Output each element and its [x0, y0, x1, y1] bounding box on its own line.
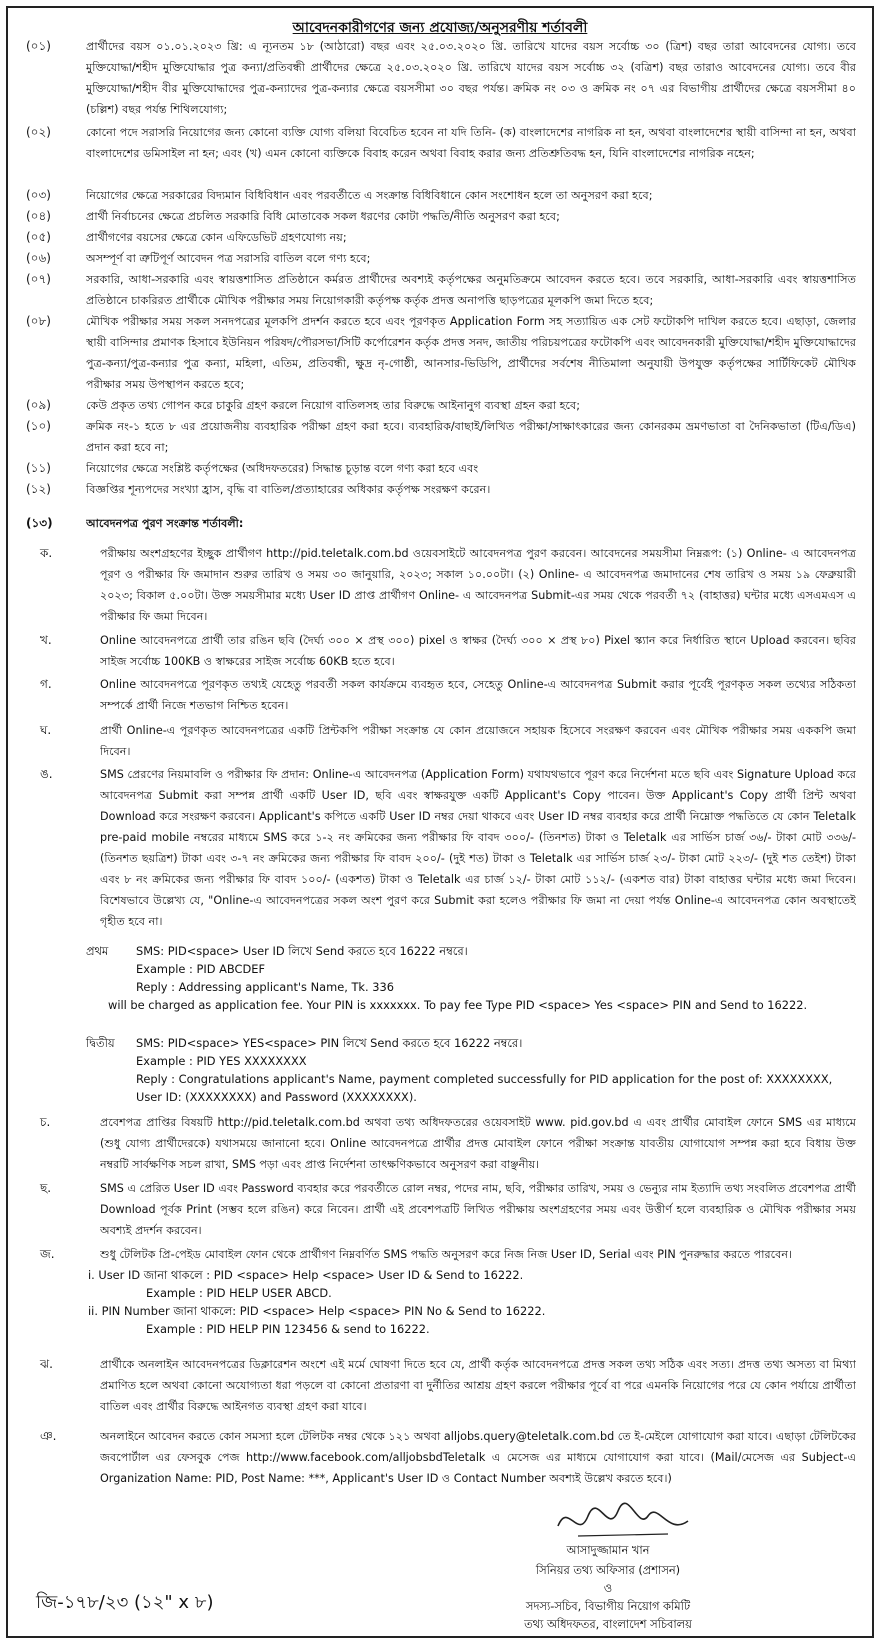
item-number: চ. — [40, 1115, 51, 1129]
item-text: Online আবেদনপত্রে পূরণকৃত তথ্যই যেহেতু পরবর্তী সকল কার্যক্রমে ব্যবহৃত হবে, সেহেতু Online-এ আবেদনপত্র Submit করার পূর্বেই পূরণকৃত সকল তথ্যের সঠিকতা সম্পর্কে প্রার্থী নিজে শতভাগ নিশ্চিত হবেন। — [100, 678, 856, 712]
item-number: (১২) — [26, 482, 51, 496]
help-user-id-example: Example : PID HELP USER ABCD. — [146, 1286, 332, 1300]
sms-first-example: Example : PID ABCDEF — [136, 962, 265, 976]
item-text: প্রার্থীগণের বয়সের ক্ষেত্রে কোন এফিডেভিট গ্রহণযোগ্য নয়; — [86, 231, 347, 244]
sub-item — [26, 764, 856, 932]
item-number: (০৬) — [26, 251, 51, 265]
item-number: (০৪) — [26, 209, 51, 223]
sub-item — [26, 1178, 856, 1241]
page-title: আবেদনকারীগণের জন্য প্রযোজ্য/অনুসরণীয় শর্তাবলী — [292, 20, 588, 36]
section-title: আবেদনপত্র পুরণ সংক্রান্ত শর্তাবলী: — [86, 517, 244, 530]
item-text: নিয়োগের ক্ষেত্রে সরকারের বিদ্যমান বিধিবিধান এবং পরবর্তীতে এ সংক্রান্ত বিধিবিধানে কোন সংশোধন হলে তা অনুসরণ করা হবে; — [86, 189, 653, 202]
sms-second-label: দ্বিতীয় — [86, 1036, 115, 1050]
item-text: SMS এ প্রেরিত User ID এবং Password ব্যবহার করে পরবর্তীতে রোল নম্বর, পদের নাম, ছবি, পরীক্ষার তারিখ, সময় ও ভেন্যুর নাম ইত্যাদি তথ্য সংবলিত প্রবেশপত্র প্রার্থী Download পূর্বক Print (সম্ভব হলে রঙিন) করে নিবেন। প্রার্থী এই প্রবেশপত্রটি লিখিত পরীক্ষায় অংশগ্রহণের সময় এবং উত্তীর্ণ হলে ব্যবহারিক ও মৌখিক পরীক্ষার সময় অবশ্যই প্রদর্শন করবেন। — [100, 1182, 856, 1237]
sms-first-reply: Reply : Addressing applicant's Name, Tk. 336 — [136, 980, 394, 994]
item-number: ক. — [40, 546, 53, 560]
sub-item — [26, 1426, 856, 1489]
sub-item — [26, 543, 856, 627]
help-user-id: i. User ID জানা থাকলে : PID <space> Help <space> User ID & Send to 16222. — [88, 1268, 524, 1282]
item-number: ঞ. — [40, 1429, 57, 1443]
item-number: (০৩) — [26, 188, 51, 202]
sub-item — [26, 674, 856, 716]
item-number: জ. — [40, 1247, 55, 1261]
item-text: প্রার্থীকে অনলাইন আবেদনপত্রের ডিক্লারেশন অংশে এই মর্মে ঘোষণা দিতে হবে যে, প্রার্থী কর্তৃক আবেদনপত্রে প্রদত্ত সকল তথ্য সঠিক এবং সত্য। প্রদত্ত তথ্য অসত্য বা মিথ্যা প্রমাণিত হলে অথবা কোনো অযোগ্যতা ধরা পড়লে বা কোনো প্রতারণা বা দুর্নীতির আশ্রয় গ্রহণ করলে পরীক্ষার পূর্বে বা পরে এমনকি নিয়োগের পরে যে কোন পর্যায়ে প্রার্থীতা বাতিল এবং প্রার্থীর বিরুদ্ধে আইনগত ব্যবস্থা গ্রহণ করা যাবে। — [100, 1358, 856, 1413]
item-text: প্রার্থী Online-এ পূরণকৃত আবেদনপত্রের একটি প্রিন্টকপি পরীক্ষা সংক্রান্ত যে কোন প্রয়োজনে সহায়ক হিসেবে সংরক্ষণ করবেন এবং মৌখিক পরীক্ষার সময় এককপি জমা দিবেন। — [100, 724, 856, 758]
sub-item — [26, 720, 856, 762]
condition-item — [26, 36, 856, 120]
sms-first-line: SMS: PID<space> User ID লিখে Send করতে হবে 16222 নম্বরে। — [136, 944, 468, 958]
condition-item — [26, 248, 856, 269]
condition-item — [26, 206, 856, 227]
item-number: (১০) — [26, 419, 51, 433]
reference-code: জি-১৭৮/২৩ (১২" x ৮) — [36, 1592, 214, 1613]
item-text: SMS প্রেরণের নিয়মাবলি ও পরীক্ষার ফি প্রদান: Online-এ আবেদনপত্র (Application Form) যথাযথভাবে পূরণ করে নির্দেশনা মতে ছবি এবং Signature Upload করে আবেদনপত্র Submit করা সম্পন্ন প্রার্থী একটি User ID, ছবি এবং স্বাক্ষরযুক্ত একটি Applicant's Copy পাবেন। উক্ত Applicant's Copy প্রার্থী প্রিন্ট অথবা Download করে সংরক্ষণ করবেন। Applicant's কপিতে একটি User ID নম্বর দেয়া থাকবে এবং User ID নম্বর ব্যবহার করে প্রার্থী নিম্নোক্ত পদ্ধতিতে যে কোন Teletalk pre-paid mobile নম্বরের মাধ্যমে SMS করে ১-২ নং ক্রমিকের জন্য পরীক্ষার ফি বাবদ ৩০০/- (তিনশত) টাকা ও Teletalk এর সার্ভিস চার্জ ৩৬/- টাকা মোট ৩৩৬/- (তিনশত ছয়ত্রিশ) টাকা এবং ৩-৭ নং ক্রমিকের জন্য পরীক্ষার ফি বাবদ ২০০/- (দুই শত) টাকা ও Teletalk এর সার্ভিস চার্জ ২৩/- টাকা মোট ২২৩/- (দুই শত তেইশ) টাকা এবং ৮ নং ক্রমিকের জন্য পরীক্ষার ফি বাবদ ১০০/- (একশত) টাকা ও Teletalk এর চার্জ ১২/- টাকা মোট ১১২/- (একশত বার) টাকা বাহাত্তর ঘন্টার মধ্যে জমা দিবেন। বিশেষভাবে উল্লেখ্য যে, "Online-এ আবেদনপত্রের সকল অংশ পুরণ করে Submit করা হলেও পরীক্ষার ফি জমা না দেয়া পর্যন্ত Online-এ আবেদনপত্র কোন অবস্থাতেই গৃহীত হবে না। — [100, 768, 856, 928]
item-text: কেউ প্রকৃত তথ্য গোপন করে চাকুরি গ্রহণ করলে নিয়োগ বাতিলসহ তার বিরুদ্ধে আইনানুগ ব্যবস্থা গ্রহন করা হবে; — [86, 399, 580, 412]
item-number: (০১) — [26, 39, 51, 53]
signatory-name: আসাদুজ্জামান খান — [566, 1543, 650, 1557]
item-text: অসম্পূর্ণ বা ত্রুটিপূর্ণ আবেদন পত্র সরাসরি বাতিল বলে গণ্য হবে; — [86, 252, 371, 265]
item-number: ছ. — [40, 1181, 52, 1195]
item-text: Online আবেদনপত্রে প্রার্থী তার রঙিন ছবি (দৈর্ঘ্য ৩০০ × প্রস্থ ৩০০) pixel ও স্বাক্ষর (দৈর্ঘ্য ৩০০ × প্রস্থ ৮০) Pixel স্ক্যান করে নির্ধারিত স্থানে Upload করবেন। ছবির সাইজ সর্বোচ্চ 100KB ও স্বাক্ষরের সাইজ সর্বোচ্চ 60KB হতে হবে। — [100, 634, 856, 668]
condition-item — [26, 227, 856, 248]
item-number: ঘ. — [40, 723, 52, 737]
sub-item — [26, 1354, 856, 1417]
signature-image — [548, 1496, 698, 1546]
help-pin-example: Example : PID HELP PIN 123456 & send to 16222. — [146, 1322, 430, 1336]
item-text: ক্রমিক নং-১ হতে ৮ এর প্রয়োজনীয় ব্যবহারিক পরীক্ষা গ্রহণ করা হবে। ব্যবহারিক/বাছাই/লিখিত পরীক্ষা/সাক্ষাৎকারের জন্য কোনরকম ভ্রমণভাতা বা দৈনিকভাতা (টিএ/ডিএ) প্রদান করা হবে না; — [86, 420, 856, 454]
item-number: ঙ. — [40, 767, 53, 781]
item-number: খ. — [40, 633, 52, 647]
item-number: (১১) — [26, 461, 51, 475]
condition-item — [26, 185, 856, 206]
item-number: গ. — [40, 677, 52, 691]
sms-second-example: Example : PID YES XXXXXXXX — [136, 1054, 307, 1068]
item-text: কোনো পদে সরাসরি নিয়োগের জন্য কোনো ব্যক্তি যোগ্য বলিয়া বিবেচিত হবেন না যদি তিনি- (ক) বাংলাদেশের নাগরিক না হন, অথবা বাংলাদেশের স্থায়ী বাসিন্দা না হন, অথবা বাংলাদেশের ডমিসাইল না হন; এবং (খ) এমন কোনো ব্যক্তিকে বিবাহ করেন অথবা বিবাহ করার জন্য প্রতিশ্রুতিবদ্ধ হন, যিনি বাংলাদেশের নাগরিক নহেন; — [86, 126, 856, 160]
item-text: বিজ্ঞপ্তির শূন্যপদের সংখ্যা হ্রাস, বৃদ্ধি বা বাতিল/প্রত্যাহারের অধিকার কর্তৃপক্ষ সংরক্ষণ করেন। — [86, 483, 491, 496]
sub-item — [26, 1244, 856, 1265]
item-number: (০৮) — [26, 314, 51, 328]
sub-item — [26, 630, 856, 672]
sms-second-line: SMS: PID<space> YES<space> PIN লিখে Send করতে হবে 16222 নম্বরে। — [136, 1036, 523, 1050]
item-text: শুধু টেলিটক প্রি-পেইড মোবাইল ফোন থেকে প্রার্থীগণ নিম্নবর্ণিত SMS পদ্ধতি অনুসরণ করে নিজ নিজ User ID, Serial এবং PIN পুনরুদ্ধার করতে পারবেন। — [100, 1248, 793, 1261]
help-pin: ii. PIN Number জানা থাকলে: PID <space> Help <space> PIN No & Send to 16222. — [88, 1304, 546, 1318]
item-number: (০৫) — [26, 230, 51, 244]
item-number: (০৯) — [26, 398, 51, 412]
condition-item — [26, 479, 856, 500]
item-text: প্রবেশপত্র প্রাপ্তির বিষয়টি http://pid.teletalk.com.bd অথবা তথ্য অধিদফতরের ওয়েবসাইট www. pid.gov.bd এ এবং প্রার্থীর মোবাইল ফোনে SMS এর মাধ্যমে (শুধু যোগ্য প্রার্থীদেরকে) যথাসময়ে জানানো হবে। Online আবেদনপত্রে প্রার্থীর প্রদত্ত মোবাইল ফোনে পরীক্ষা সংক্রান্ত যাবতীয় যোগাযোগ সম্পন্ন করা হবে বিধায় উক্ত নম্বরটি সার্বক্ষণিক সচল রাখা, SMS পড়া এবং প্রাপ্ত নির্দেশনা তাৎক্ষণিকভাবে অনুসরণ করা বাঞ্ছনীয়। — [100, 1116, 856, 1171]
condition-item — [26, 395, 856, 416]
item-text: মৌখিক পরীক্ষার সময় সকল সনদপত্রের মূলকপি প্রদর্শন করতে হবে এবং পূরণকৃত Application Form সহ সত্যায়িত এক সেট ফটোকপি দাখিল করতে হবে। এছাড়া, জেলার স্থায়ী বাসিন্দার প্রমাণক হিসাবে ইউনিয়ন পরিষদ/পৌরসভা/সিটি কর্পোরেশন কর্তৃক প্রদত্ত সনদ, জাতীয় পরিচয়পত্রের ফটোকপি এবং আবেদনকারী মুক্তিযোদ্ধা/শহীদ মুক্তিযোদ্ধাদের পুত্র-কন্যা/পুত্র-কন্যার পুত্র কন্যা, মহিলা, এতিম, প্রতিবন্ধী, ক্ষুদ্র নৃ-গোষ্ঠী, আনসার-ভিডিপি, প্রার্থীদের সর্বশেষ নীতিমালা অনুযায়ী উপযুক্ত কর্তৃপক্ষের সার্টিফিকেট মৌখিক পরীক্ষার সময় উপস্থাপন করতে হবে; — [86, 315, 856, 391]
notice-page — [6, 6, 874, 1638]
item-text: পরীক্ষায় অংশগ্রহণের ইচ্ছুক প্রার্থীগণ http://pid.teletalk.com.bd ওয়েবসাইটে আবেদনপত্র পুরণ করবেন। আবেদনের সময়সীমা নিম্নরূপ: (১) Online- এ আবেদনপত্র পূরণ ও পরীক্ষার ফি জমাদান শুরুর তারিখ ও সময় ৩০ জানুয়ারি, ২০২৩; সকাল ১০.০০টা। (২) Online- এ আবেদনপত্র জমাদানের শেষ তারিখ ও সময় ১৯ ফেব্রুয়ারী ২০২৩; বিকাল ৫.০০টা। উক্ত সময়সীমার মধ্যে User ID প্রাপ্ত প্রার্থীগণ Online- এ আবেদনপত্র Submit-এর সময় থেকে পরবর্তী ৭২ (বাহাত্তর) ঘন্টার মধ্যে এসএমএস এ পরীক্ষার ফি জমা দিবেন। — [100, 547, 856, 623]
item-number: ঝ. — [40, 1357, 53, 1371]
sub-item — [26, 1112, 856, 1175]
sms-second-reply: Reply : Congratulations applicant's Name, payment completed successfully for PID application for the post of: XXXXXXXX, User ID: (XXXXXXXX) and Password (XXXXXXXX). — [136, 1072, 833, 1104]
condition-item — [26, 122, 856, 185]
sms-first-reply-cont: will be charged as application fee. Your PIN is xxxxxxx. To pay fee Type PID <space> Yes <space> PIN and Send to 16222. — [108, 998, 808, 1012]
item-number: (০২) — [26, 125, 51, 139]
condition-item — [26, 416, 856, 458]
item-text: সরকারি, আধা-সরকারি এবং স্বায়ত্তশাসিত প্রতিষ্ঠানে কর্মরত প্রার্থীদের অবশ্যই কর্তৃপক্ষের অনুমতিক্রমে আবেদন করতে হবে। তবে সরকারি, আধা-সরকারি এবং স্বায়ত্তশাসিত প্রতিষ্ঠানে চাকরিরত প্রার্থীকে মৌখিক পরীক্ষার সময় নিয়োগকারী কর্তৃপক্ষ কর্তৃক প্রদত্ত অনাপত্তি ছাড়পত্রের মূলকপি জমা দিতে হবে; — [86, 273, 856, 307]
signatory-and: ও — [603, 1581, 613, 1595]
item-number: (১৩) — [26, 516, 53, 530]
item-text: প্রার্থী নির্বাচনের ক্ষেত্রে প্রচলিত সরকারি বিধি মোতাবেক সকল ধরণের কোটা পদ্ধতি/নীতি অনুসরণ করা হবে; — [86, 210, 560, 223]
item-text: অনলাইনে আবেদন করতে কোন সমস্যা হলে টেলিটক নম্বর থেকে ১২১ অথবা alljobs.query@teletalk.com.bd তে ই-মেইলে যোগাযোগ করা যাবে। এছাড়া টেলিটকের জবপোর্টাল এর ফেসবুক পেজ http://www.facebook.com/alljobsbdTeletalk এ মেসেজ এর মাধ্যমে যোগাযোগ করা যাবে। (Mail/মেসেজ এর Subject-এ Organization Name: PID, Post Name: ***, Applicant's User ID ও Contact Number অবশ্যই উল্লেখ করতে হবে।) — [100, 1430, 856, 1485]
condition-item — [26, 311, 856, 395]
signatory-office: তথ্য অধিদফতর, বাংলাদেশ সচিবালয় — [524, 1617, 692, 1631]
signatory-designation: সিনিয়র তথ্য অফিসার (প্রশাসন) — [535, 1563, 681, 1577]
item-text: প্রার্থীদের বয়স ০১.০১.২০২৩ খ্রি: এ ন্যূনতম ১৮ (আঠারো) বছর এবং ২৫.০৩.২০২০ খ্রি. তারিখে যাদের বয়স সর্বোচ্চ ৩০ (ত্রিশ) বছর তারা আবেদনের যোগ্য। তবে মুক্তিযোদ্ধা/শহীদ মুক্তিযোদ্ধার পুত্র কন্যা/প্রতিবন্ধী প্রার্থীদের ক্ষেত্রে ২৫.০৩.২০২০ খ্রি. তারিখে যাদের বয়স সর্বোচ্চ ৩২ (বত্রিশ) বছর তারাও আবেদনের যোগ্য। তবে বীর মুক্তিযোদ্ধা/শহীদ বীর মুক্তিযোদ্ধাদের পুত্র-কন্যাদের পুত্র-কন্যার ক্ষেত্রে বয়সসীমা ৩০ বছর পর্যন্ত। ক্রমিক নং ০৩ ও ক্রমিক নং ০৭ এর বিভাগীয় প্রার্থীদের ক্ষেত্রে বয়সসীমা ৪০ (চল্লিশ) বছর পর্যন্ত শিথিলযোগ্য; — [86, 40, 856, 116]
item-text: নিয়োগের ক্ষেত্রে সংশ্লিষ্ট কর্তৃপক্ষের (অধিদফতরের) সিদ্ধান্ত চূড়ান্ত বলে গণ্য করা হবে এবং — [86, 462, 479, 475]
condition-item — [26, 458, 856, 479]
signatory-role: সদস্য-সচিব, বিভাগীয় নিয়োগ কমিটি — [525, 1599, 691, 1613]
item-number: (০৭) — [26, 272, 51, 286]
condition-item — [26, 269, 856, 311]
section-heading — [26, 513, 856, 534]
sms-first-label: প্রথম — [86, 944, 109, 958]
